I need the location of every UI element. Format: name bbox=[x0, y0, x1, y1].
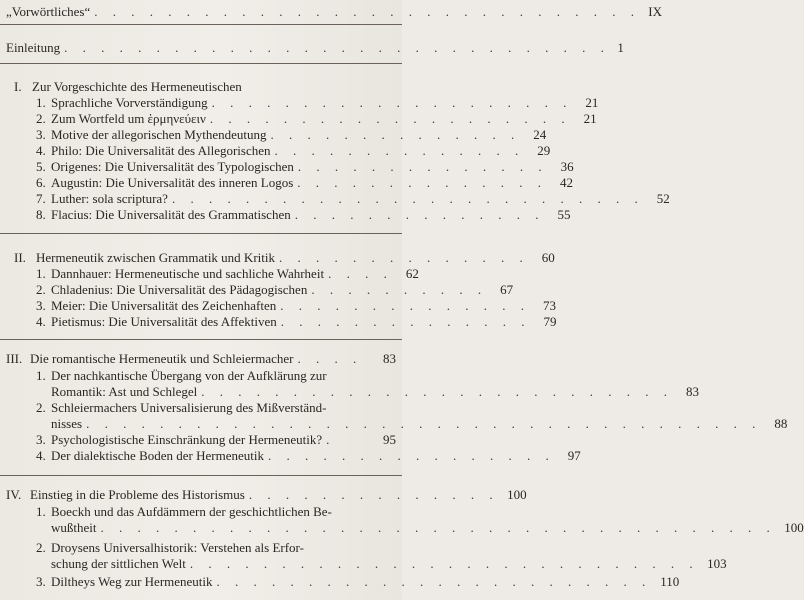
toc-entry: 3. Motive der allegorischen Mythendeutung . . . . . . . . . . . . . . 24 bbox=[36, 127, 547, 142]
toc-entry-page: 21 bbox=[585, 95, 599, 110]
toc-entry: 7. Luther: sola scriptura? . . . . . . . . . . . . . . . . . . . . . . . . . . 52 bbox=[36, 191, 670, 206]
chapter-title: Hermeneutik zwischen Grammatik und Kritik bbox=[36, 250, 275, 265]
toc-entry-title: Sprachliche Vorverständigung bbox=[51, 95, 208, 110]
toc-entry-page: 24 bbox=[533, 127, 547, 142]
leader-dots: . . . . . . . . . . . . . . . . . . . . . . . . . . . . . . . . . . . . . bbox=[100, 520, 776, 535]
leader-dots: . . . . . . . . . . . . . . bbox=[280, 314, 531, 329]
toc-entry-title: Romantik: Ast und Schlegel bbox=[51, 384, 198, 399]
leader-dots: . . . . . . . . . . . . . . bbox=[274, 143, 525, 158]
divider bbox=[0, 24, 402, 25]
toc-chapter-2 bbox=[14, 250, 555, 266]
leader-dots: . . . . . . . . . . . . . . . . . . . . bbox=[209, 111, 571, 126]
leader-dots: . . . . . . . . . . . . . . bbox=[280, 298, 530, 313]
toc-entry-page: 110 bbox=[660, 574, 680, 589]
toc-entry-page: 97 bbox=[567, 448, 581, 463]
toc-entry-title: schung der sittlichen Welt bbox=[51, 556, 186, 571]
toc-entry-continued bbox=[51, 416, 788, 432]
toc-entry-page: 103 bbox=[707, 556, 727, 571]
leader-dots: . . . . . . . . . . . . . . bbox=[297, 175, 548, 190]
toc-entry: 4. Der dialektische Boden der Hermeneutik . . . . . . . . . . . . . . . . 97 bbox=[36, 448, 581, 463]
toc-entry-title: Droysens Universalhistorik: Verstehen als Erfor- bbox=[51, 540, 304, 555]
divider bbox=[0, 339, 402, 340]
toc-entry: 1. Sprachliche Vorverständigung . . . . . . . . . . . . . . . . . . . . 21 bbox=[36, 95, 599, 110]
chapter-number: III. bbox=[6, 351, 23, 366]
toc-entry-einleitung bbox=[6, 40, 624, 56]
chapter-title: Zur Vorgeschichte des Hermeneutischen bbox=[32, 79, 242, 94]
toc-entry: 2. Schleiermachers Universalisierung des Mißverständ- bbox=[36, 400, 327, 415]
toc-entry-title: Zum Wortfeld um ἑρμηνεύειν bbox=[51, 111, 206, 126]
toc-entry-page: 36 bbox=[560, 159, 574, 174]
leader-dots: . . . . . . . . . . . . . . . . . . . . . . . . . . . . . . bbox=[94, 4, 640, 19]
toc-entry-title: Einleitung bbox=[6, 40, 61, 55]
toc-entry: 1. Dannhauer: Hermeneutische und sachliche Wahrheit . . . . 62 bbox=[36, 266, 419, 281]
toc-entry-title: Dannhauer: Hermeneutische und sachliche Wahrheit bbox=[51, 266, 325, 281]
toc-entry-title: Der dialektische Boden der Hermeneutik bbox=[51, 448, 264, 463]
toc-entry-page: 100 bbox=[784, 520, 804, 535]
toc-entry-continued bbox=[51, 556, 727, 572]
chapter-number: IV. bbox=[6, 487, 22, 502]
chapter-title: Die romantische Hermeneutik und Schleiermacher bbox=[30, 351, 294, 366]
toc-entry-page: 83 bbox=[686, 384, 699, 399]
toc-chapter-1 bbox=[14, 79, 402, 95]
toc-entry-page: 67 bbox=[500, 282, 514, 297]
toc-entry: 3. Diltheys Weg zur Hermeneutik . . . . . . . . . . . . . . . . . . . . . . . . 110 bbox=[36, 574, 680, 589]
toc-entry-page: 88 bbox=[774, 416, 788, 431]
toc-entry: 3. Meier: Die Universalität des Zeichenhaften . . . . . . . . . . . . . . 73 bbox=[36, 298, 556, 313]
toc-entry-title: Motive der allegorischen Mythendeutung bbox=[51, 127, 267, 142]
toc-entry: 1. Boeckh und das Aufdämmern der geschichtlichen Be- bbox=[36, 504, 332, 519]
leader-dots: . . . . . . . . . . . . . . bbox=[270, 127, 521, 142]
toc-entry: 8. Flacius: Die Universalität des Grammatischen . . . . . . . . . . . . . . 55 bbox=[36, 207, 571, 222]
divider bbox=[0, 63, 402, 64]
leader-dots: . . . . . . . . . . . . . . . . . . . . . . . . . . . . . . . . . . . . . bbox=[86, 416, 762, 431]
leader-dots: . . . . . . . . . . . . . . . . . . . . . . . . . . . . bbox=[189, 556, 699, 571]
toc-entry-title: Chladenius: Die Universalität des Pädagogischen bbox=[51, 282, 308, 297]
toc-entry-title: Schleiermachers Universalisierung des Mißverständ- bbox=[51, 400, 327, 415]
toc-entry-page: 62 bbox=[405, 266, 419, 281]
divider bbox=[0, 233, 402, 234]
toc-entry-title: Philo: Die Universalität des Allegorischen bbox=[51, 143, 271, 158]
leader-dots: . . . . . . . . . . . . . . bbox=[297, 159, 548, 174]
toc-entry-title: Boeckh und das Aufdämmern der geschichtlichen Be- bbox=[51, 504, 332, 519]
toc-entry-page: 95 bbox=[383, 432, 396, 447]
leader-dots: . . . . . . . . . . . . . . . . . . . . . . . . . . bbox=[171, 191, 644, 206]
toc-entry: 4. Pietismus: Die Universalität des Affektiven . . . . . . . . . . . . . . 79 bbox=[36, 314, 557, 329]
toc-entry-title: Psychologistische Einschränkung der Hermeneutik? bbox=[51, 432, 323, 447]
toc-entry-title: wußtheit bbox=[51, 520, 97, 535]
toc-entry-title: Pietismus: Die Universalität des Affektiven bbox=[51, 314, 277, 329]
divider bbox=[0, 475, 402, 476]
toc-entry-page: 52 bbox=[656, 191, 670, 206]
toc-entry: 2. Chladenius: Die Universalität des Pädagogischen . . . . . . . . . . 67 bbox=[36, 282, 514, 297]
toc-entry-vorwort bbox=[6, 4, 662, 20]
toc-entry-page: 21 bbox=[583, 111, 597, 126]
leader-dots: . . . . . . . . . . . . . . bbox=[294, 207, 545, 222]
toc-entry-page: 60 bbox=[541, 250, 555, 265]
toc-entry-page: 29 bbox=[537, 143, 551, 158]
toc-entry-page: 55 bbox=[557, 207, 571, 222]
toc-entry: 2. Zum Wortfeld um ἑρμηνεύειν . . . . . . . . . . . . . . . . . . . . 21 bbox=[36, 111, 597, 126]
leader-dots: . . . . bbox=[328, 266, 393, 281]
toc-entry-title: Luther: sola scriptura? bbox=[51, 191, 168, 206]
leader-dots: . . . . . . . . . . bbox=[311, 282, 488, 297]
leader-dots: . . . . . . . . . . . . . . bbox=[279, 250, 529, 265]
toc-entry-title: Flacius: Die Universalität des Grammatischen bbox=[51, 207, 291, 222]
chapter-title: Einstieg in die Probleme des Historismus bbox=[30, 487, 245, 502]
leader-dots: . . . . bbox=[297, 351, 363, 366]
toc-entry-page: 73 bbox=[543, 298, 556, 313]
toc-chapter-3 bbox=[6, 351, 396, 367]
toc-entry-title: Origenes: Die Universalität des Typologischen bbox=[51, 159, 294, 174]
toc-chapter-4 bbox=[6, 487, 527, 503]
leader-dots: . . . . . . . . . . . . . . . . . . . . . . . . . . bbox=[201, 384, 673, 399]
toc-entry-page: 79 bbox=[543, 314, 557, 329]
toc-entry: 1. Der nachkantische Übergang von der Aufklärung zur bbox=[36, 368, 327, 383]
toc-entry: 5. Origenes: Die Universalität des Typologischen . . . . . . . . . . . . . . 36 bbox=[36, 159, 574, 174]
toc-entry-title: nisses bbox=[51, 416, 83, 431]
toc-entry-title: Diltheys Weg zur Hermeneutik bbox=[51, 574, 213, 589]
chapter-number: I. bbox=[14, 79, 22, 94]
toc-entry-page: IX bbox=[648, 4, 662, 19]
toc-entry: 3. Psychologistische Einschränkung der Hermeneutik? . 95 bbox=[36, 432, 396, 447]
toc-entry-page: 100 bbox=[507, 487, 527, 502]
leader-dots: . . . . . . . . . . . . . . . . . . . . bbox=[211, 95, 573, 110]
chapter-number: II. bbox=[14, 250, 26, 265]
toc-entry-page: 42 bbox=[560, 175, 574, 190]
toc-entry-title: Augustin: Die Universalität des inneren Logos bbox=[51, 175, 294, 190]
leader-dots: . . . . . . . . . . . . . . bbox=[248, 487, 499, 502]
toc-entry-title: „Vorwörtliches“ bbox=[6, 4, 91, 19]
leader-dots: . . . . . . . . . . . . . . . . . . . . . . . . . . . . . . bbox=[64, 40, 610, 55]
toc-entry: 6. Augustin: Die Universalität des inneren Logos . . . . . . . . . . . . . . 42 bbox=[36, 175, 574, 190]
toc-entry: 4. Philo: Die Universalität des Allegorischen . . . . . . . . . . . . . . 29 bbox=[36, 143, 551, 158]
leader-dots: . bbox=[326, 432, 336, 447]
toc-entry-title: Der nachkantische Übergang von der Aufklärung zur bbox=[51, 368, 327, 383]
toc-entry-title: Meier: Die Universalität des Zeichenhaften bbox=[51, 298, 277, 313]
toc-entry-page: 1 bbox=[617, 40, 624, 55]
toc-entry: 2. Droysens Universalhistorik: Verstehen als Erfor- bbox=[36, 540, 304, 555]
toc-entry-continued bbox=[51, 384, 699, 400]
leader-dots: . . . . . . . . . . . . . . . . bbox=[267, 448, 555, 463]
toc-entry-continued bbox=[51, 520, 804, 536]
toc-entry-page: 83 bbox=[383, 351, 396, 366]
leader-dots: . . . . . . . . . . . . . . . . . . . . . . . . bbox=[216, 574, 652, 589]
